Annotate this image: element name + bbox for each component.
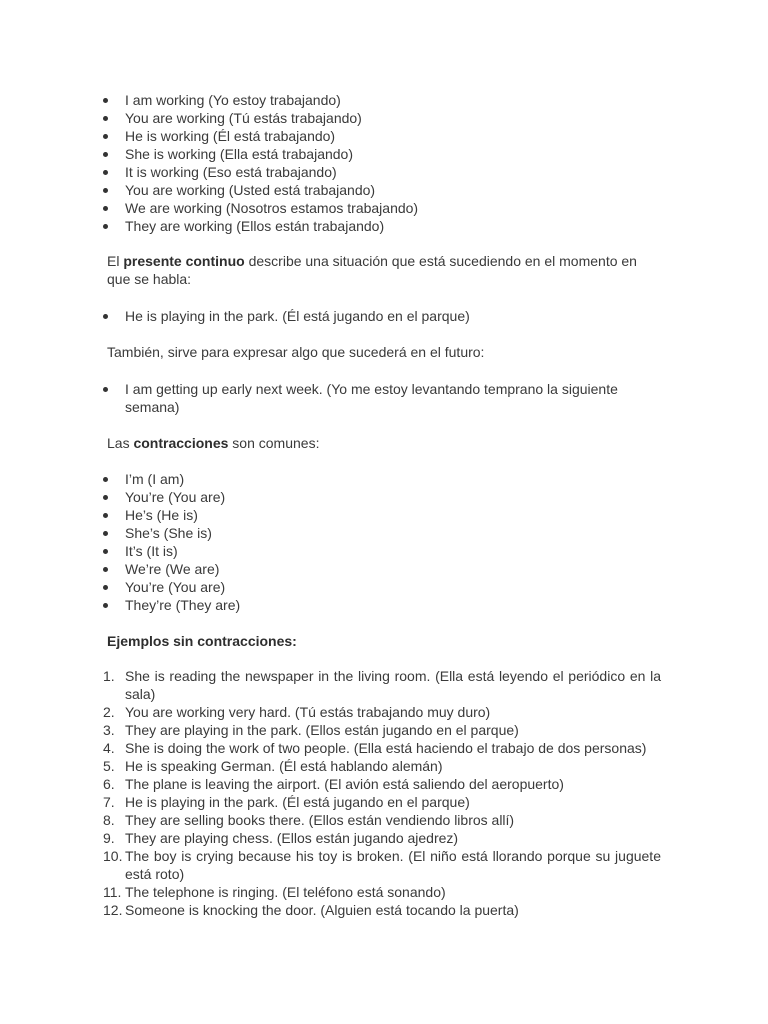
item-text: The boy is crying because his toy is broken. (El niño está llorando porque su juguete está roto) bbox=[125, 848, 661, 882]
list-item bbox=[0, 757, 661, 775]
example-list bbox=[0, 307, 768, 325]
item-text: The telephone is ringing. (El teléfono está sonando) bbox=[125, 884, 446, 900]
item-number: 1. bbox=[103, 668, 115, 684]
list-item: He is playing in the park. (Él está jugando en el parque) bbox=[0, 307, 661, 325]
examples-list bbox=[0, 667, 768, 919]
list-item: They are working (Ellos están trabajando) bbox=[0, 217, 661, 235]
item-text: She is reading the newspaper in the living room. (Ella está leyendo el periódico en la sala) bbox=[125, 668, 661, 702]
list-item bbox=[0, 883, 661, 901]
item-number: 5. bbox=[103, 758, 115, 774]
paragraph-text: Las bbox=[107, 435, 134, 451]
list-item: He is working (Él está trabajando) bbox=[0, 127, 661, 145]
item-number: 6. bbox=[103, 776, 115, 792]
list-item: She is working (Ella está trabajando) bbox=[0, 145, 661, 163]
item-text: The plane is leaving the airport. (El avión está saliendo del aeropuerto) bbox=[125, 776, 564, 792]
list-item: She’s (She is) bbox=[0, 524, 661, 542]
list-item: He’s (He is) bbox=[0, 506, 661, 524]
item-number: 7. bbox=[103, 794, 115, 810]
item-number: 11. bbox=[103, 884, 122, 900]
item-text: They are playing in the park. (Ellos están jugando en el parque) bbox=[125, 722, 519, 738]
item-text: Someone is knocking the door. (Alguien está tocando la puerta) bbox=[125, 902, 519, 918]
list-item: I am working (Yo estoy trabajando) bbox=[0, 91, 661, 109]
list-item bbox=[0, 901, 661, 919]
list-item bbox=[0, 775, 661, 793]
document-page bbox=[0, 91, 768, 919]
list-item: You are working (Usted está trabajando) bbox=[0, 181, 661, 199]
paragraph-text: describe una situación que está sucediendo en el momento en que se habla: bbox=[107, 253, 637, 287]
heading-text: Ejemplos sin contracciones: bbox=[107, 633, 297, 649]
list-item bbox=[0, 829, 661, 847]
list-item bbox=[0, 667, 661, 703]
contracciones-paragraph bbox=[0, 434, 661, 452]
contractions-list bbox=[0, 470, 768, 614]
list-item bbox=[0, 703, 661, 721]
paragraph-text: El bbox=[107, 253, 124, 269]
item-text: They are selling books there. (Ellos están vendiendo libros allí) bbox=[125, 812, 515, 828]
bold-term: presente continuo bbox=[123, 253, 245, 269]
bold-term: contracciones bbox=[133, 435, 229, 451]
paragraph-text: son comunes: bbox=[228, 435, 320, 451]
item-text: She is doing the work of two people. (Ella está haciendo el trabajo de dos personas) bbox=[125, 740, 647, 756]
item-text: You are working very hard. (Tú estás trabajando muy duro) bbox=[125, 704, 491, 720]
conjugation-list bbox=[0, 91, 768, 235]
list-item bbox=[0, 847, 661, 883]
list-item: It’s (It is) bbox=[0, 542, 661, 560]
list-item: I am getting up early next week. (Yo me estoy levantando temprano la siguiente semana) bbox=[0, 380, 661, 416]
item-text: He is playing in the park. (Él está jugando en el parque) bbox=[125, 794, 470, 810]
list-item: It is working (Eso está trabajando) bbox=[0, 163, 661, 181]
list-item bbox=[0, 793, 661, 811]
list-item: You’re (You are) bbox=[0, 488, 661, 506]
list-item: You’re (You are) bbox=[0, 578, 661, 596]
item-number: 8. bbox=[103, 812, 115, 828]
list-item bbox=[0, 739, 661, 757]
item-text: He is speaking German. (Él está hablando alemán) bbox=[125, 758, 443, 774]
item-number: 9. bbox=[103, 830, 115, 846]
item-number: 10. bbox=[103, 848, 123, 864]
item-text: They are playing chess. (Ellos están jugando ajedrez) bbox=[125, 830, 459, 846]
examples-heading bbox=[0, 632, 661, 650]
item-number: 3. bbox=[103, 722, 115, 738]
list-item bbox=[0, 721, 661, 739]
future-example-list bbox=[0, 380, 768, 416]
item-number: 2. bbox=[103, 704, 115, 720]
list-item: We’re (We are) bbox=[0, 560, 661, 578]
item-number: 4. bbox=[103, 740, 115, 756]
presente-continuo-paragraph bbox=[0, 252, 661, 288]
item-number: 12. bbox=[103, 902, 123, 918]
list-item: They’re (They are) bbox=[0, 596, 661, 614]
list-item: We are working (Nosotros estamos trabajando) bbox=[0, 199, 661, 217]
list-item: I’m (I am) bbox=[0, 470, 661, 488]
list-item bbox=[0, 811, 661, 829]
future-paragraph: También, sirve para expresar algo que sucederá en el futuro: bbox=[107, 344, 485, 360]
list-item: You are working (Tú estás trabajando) bbox=[0, 109, 661, 127]
